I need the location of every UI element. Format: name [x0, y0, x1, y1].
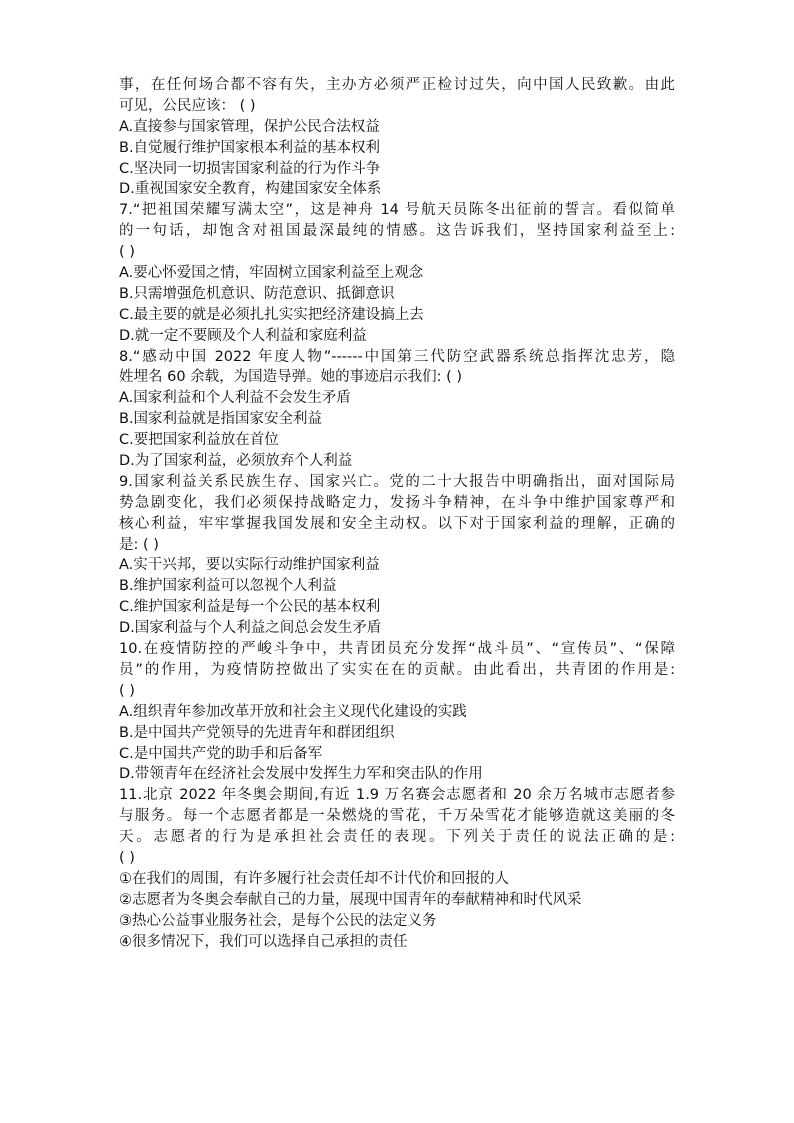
text-line: A.实干兴邦，要以实际行动维护国家利益 — [119, 557, 380, 574]
text-line: B.国家利益就是指国家安全利益 — [119, 411, 323, 428]
text-line: B.是中国共产党领导的先进青年和群团组织 — [119, 724, 395, 741]
text-line: D.就一定不要顾及个人利益和家庭利益 — [119, 327, 367, 344]
text-line: 事，在任何场合都不容有失，主办方必须严正检讨过失，向中国人民致歉。由此 — [119, 77, 675, 93]
text-line: ②志愿者为冬奥会奉献自己的力量，展现中国青年的奉献精神和时代风采 — [119, 891, 582, 908]
text-line: A.要心怀爱国之情，牢固树立国家利益至上观念 — [119, 265, 424, 282]
text-line: 可见，公民应该： ( ) — [119, 97, 256, 114]
text-line: 势急剧变化，我们必须保持战略定力，发扬斗争精神，在斗争中维护国家尊严和 — [119, 494, 675, 511]
text-line: C.要把国家利益放在首位 — [119, 432, 279, 449]
text-line: D.带领青年在经济社会发展中发挥生力军和突击队的作用 — [119, 766, 483, 783]
text-line: 10.在疫情防控的严峻斗争中，共青团员充分发挥“战斗员”、“宣传员”、“保障 — [119, 641, 675, 658]
text-line: 员”的作用，为疫情防控做出了实实在在的贡献。由此看出，共青团的作用是: — [119, 661, 675, 678]
text-line: B.只需增强危机意识、防范意识、抵御意识 — [119, 285, 395, 302]
text-line: D.国家利益与个人利益之间总会发生矛盾 — [119, 620, 382, 637]
text-line: 与服务。每一个志愿者都是一朵燃烧的雪花，千万朵雪花才能够造就这美丽的冬 — [119, 808, 675, 825]
text-line: A.国家利益和个人利益不会发生矛盾 — [119, 390, 351, 407]
text-line: 天。志愿者的行为是承担社会责任的表现。下列关于责任的说法正确的是: — [119, 829, 675, 846]
text-line: 核心利益，牢牢掌握我国发展和安全主动权。以下对于国家利益的理解，正确的 — [119, 515, 675, 532]
document-page — [119, 75, 675, 952]
text-line: 9.国家利益关系民族生存、国家兴亡。党的二十大报告中明确指出，面对国际局 — [119, 473, 675, 490]
text-line: 姓埋名 60 余载，为国造导弹。她的事迹启示我们: ( ) — [119, 369, 463, 386]
text-line: ( ) — [119, 682, 135, 699]
text-line: ( ) — [119, 244, 135, 261]
text-line: C.是中国共产党的助手和后备军 — [119, 745, 323, 762]
text-line: B.维护国家利益可以忽视个人利益 — [119, 578, 337, 595]
text-line: ③热心公益事业服务社会，是每个公民的法定义务 — [119, 912, 437, 929]
text-line: D.为了国家利益，必须放弃个人利益 — [119, 453, 353, 470]
text-line: 7.“把祖国荣耀写满太空”，这是神舟 14 号航天员陈冬出征前的誓言。看似简单 — [119, 202, 675, 219]
text-line: A.直接参与国家管理，保护公民合法权益 — [119, 118, 380, 135]
text-line: 11.北京 2022 年冬奥会期间,有近 1.9 万名赛会志愿者和 20 余万名城市志愿者参 — [119, 787, 675, 804]
text-line: B.自觉履行维护国家根本利益的基本权利 — [119, 139, 381, 156]
text-line: ( ) — [119, 849, 135, 866]
text-line: 的一句话，却饱含对祖国最深最纯的情感。这告诉我们，坚持国家利益至上: — [119, 223, 675, 240]
text-line: D.重视国家安全教育，构建国家安全体系 — [119, 181, 382, 198]
text-line: C.最主要的就是必须扎扎实实把经济建设搞上去 — [119, 306, 424, 323]
text-line: C.维护国家利益是每一个公民的基本权利 — [119, 599, 381, 616]
text-line: C.坚决同一切损害国家利益的行为作斗争 — [119, 160, 381, 177]
text-line: ④很多情况下，我们可以选择自己承担的责任 — [119, 933, 408, 950]
text-line: 是: ( ) — [119, 536, 159, 553]
text-line: 8.“感动中国 2022 年度人物”------中国第三代防空武器系统总指挥沈忠芳，隐 — [119, 348, 675, 365]
text-line: ①在我们的周围，有许多履行社会责任却不计代价和回报的人 — [119, 870, 509, 887]
text-line: A.组织青年参加改革开放和社会主义现代化建设的实践 — [119, 703, 467, 720]
